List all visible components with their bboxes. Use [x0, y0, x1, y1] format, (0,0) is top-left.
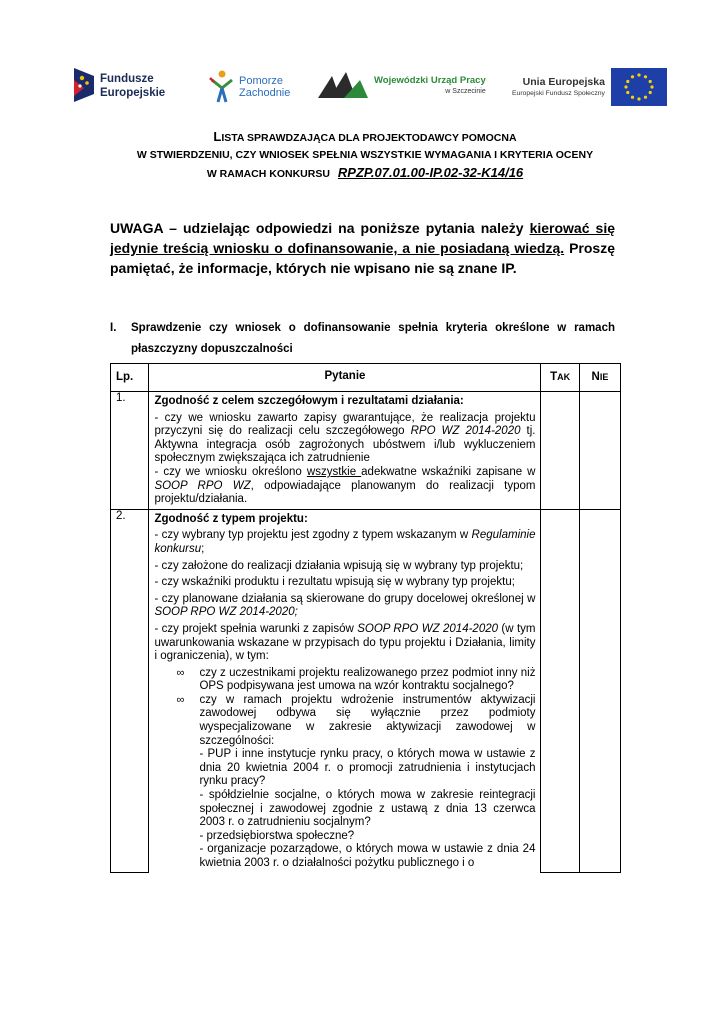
row1-q2-text-a: - czy we wniosku określono	[154, 465, 307, 478]
header-yes-rest: AK	[557, 371, 571, 382]
yes-cell[interactable]	[541, 509, 579, 872]
row2-question-4	[154, 593, 535, 620]
header-no-rest: IE	[599, 371, 609, 382]
no-cell[interactable]	[579, 509, 620, 872]
yes-cell[interactable]	[541, 392, 579, 510]
row-heading: Zgodność z typem projektu:	[154, 512, 308, 525]
row2-q5-text-a: - czy projekt spełnia warunki z zapisów	[154, 622, 358, 635]
row2-q1-text-a: - czy wybrany typ projektu jest zgodny z typem wskazanym w	[154, 529, 472, 542]
header-question: Pytanie	[149, 364, 541, 392]
row1-q2-text-c: , odpowiadające planowanym do realizacji typom projektu/działania.	[154, 479, 536, 506]
infinity-bullet-icon: ∞	[176, 693, 185, 706]
row-question	[149, 392, 541, 510]
document-title	[95, 128, 635, 183]
row-number: 1.	[111, 392, 149, 510]
section-heading	[110, 318, 615, 360]
row1-question-1	[154, 412, 535, 466]
row2-question-5	[154, 623, 535, 664]
eu-flag-icon	[611, 68, 667, 106]
row-number: 2.	[111, 509, 149, 872]
row-question	[149, 509, 541, 872]
wup-logo	[316, 68, 486, 102]
contest-code: RPZP.07.01.00-IP.02-32-K14/16	[337, 165, 524, 180]
row1-question-2	[154, 466, 535, 507]
header-no	[579, 364, 620, 392]
wup-shapes-icon	[316, 68, 370, 102]
title-line-2: W STWIERDZENIU, CZY WNIOSEK SPEŁNIA WSZYSTKIE WYMAGANIA I KRYTERIA OCENY	[136, 149, 594, 161]
row2-sub-list	[154, 667, 535, 871]
table-row	[111, 509, 621, 872]
header-yes-cap: T	[550, 370, 558, 383]
sub-item-line: - organizacje pozarządowe, o których mowa w ustawie z dnia 24 kwietnia 2003 r. o działalności pożytku publicznego i o	[199, 843, 536, 869]
title-cap: L	[213, 129, 222, 144]
table-row	[111, 392, 621, 510]
unia-europejska-logo	[512, 68, 667, 106]
sub-item-text: czy w ramach projektu wdrożenie instrumentów aktywizacji zawodowej odbywa się wyłącznie przez podmioty wyspecjalizowane w zakresie aktywizacji zawodowej w szczególności:	[199, 693, 536, 747]
infinity-bullet-icon: ∞	[176, 666, 185, 679]
list-item	[176, 667, 535, 694]
fundusze-europejskie-logo	[72, 66, 165, 106]
no-cell[interactable]	[579, 392, 620, 510]
row1-q1-italic: RPO WZ 2014-2020	[410, 425, 521, 438]
warning-text-2: Proszę pamiętać, że informacje, których nie wpisano nie są znane IP.	[110, 240, 615, 276]
row2-q5-italic: SOOP RPO WZ 2014-2020	[357, 622, 499, 635]
section-number: I.	[110, 322, 117, 334]
row2-q1-italic: Regulaminie konkursu	[154, 529, 536, 555]
row2-q5-text-b: (w tym uwarunkowania wskazane w przypisach do typu projektu i Działania, limity i ograniczenia), w tym:	[154, 622, 536, 663]
wup-logo-text-1: Wojewódzki Urząd Pracy	[374, 74, 486, 86]
row1-q2-underlined: wszystkie	[306, 465, 362, 478]
row1-q1-text-a: - czy we wniosku zawarto zapisy gwarantujące, że realizacja projektu przyczyni się do realizacji celu szczegółowego	[154, 411, 536, 438]
title-line-3: W RAMACH KONKURSU	[206, 168, 330, 180]
ue-logo-text-1: Unia Europejska	[522, 76, 605, 88]
row2-question-3: - czy wskaźniki produktu i rezultatu wpisują się w wybrany typ projektu;	[154, 576, 515, 589]
warning-paragraph	[110, 218, 615, 278]
fe-flag-icon	[72, 66, 96, 106]
pz-logo-text-2: Zachodnie	[239, 87, 291, 99]
checklist-table	[110, 363, 621, 873]
ue-logo-text-2: Europejski Fundusz Społeczny	[512, 90, 605, 97]
warning-underlined: kierować się jedynie treścią wniosku o dofinansowanie, a nie posiadaną wiedzą.	[110, 220, 615, 256]
row2-q4-text-a: - czy planowane działania są skierowane do grupy docelowej określonej w	[154, 592, 536, 605]
sub-item-text: czy z uczestnikami projektu realizowanego przez podmiot inny niż OPS podpisywana jest umowa na wzór kontraktu socjalnego?	[199, 666, 536, 693]
table-header-row	[111, 364, 621, 392]
fe-logo-text-1: Fundusze	[100, 73, 154, 85]
header-no-cap: N	[591, 370, 600, 383]
header-lp: Lp.	[111, 364, 149, 392]
fe-logo-text-2: Europejskie	[100, 87, 166, 99]
header-yes	[541, 364, 579, 392]
warning-text-1: UWAGA – udzielając odpowiedzi na poniższe pytania należy	[110, 220, 530, 236]
sub-item-line: - PUP i inne instytucje rynku pracy, o których mowa w ustawie z dnia 20 kwietnia 2004 r. o promocji zatrudnienia i instytucjach rynku pracy?	[199, 748, 536, 788]
logo-strip	[72, 62, 672, 122]
section-text: Sprawdzenie czy wniosek o dofinansowanie spełnia kryteria określone w ramach płaszczyzny dopuszczalności	[131, 322, 615, 355]
list-item	[176, 694, 535, 871]
row2-question-2: - czy założone do realizacji działania wpisują się w wybrany typ projektu;	[154, 559, 524, 572]
title-line-1: ISTA SPRAWDZAJĄCA DLA PROJEKTODAWCY POMOCNA	[221, 132, 517, 144]
row2-q4-italic: SOOP RPO WZ 2014-2020;	[154, 606, 298, 619]
pomorze-zachodnie-logo	[208, 68, 290, 106]
row2-q1-text-b: ;	[201, 542, 205, 555]
sub-item-line: - przedsiębiorstwa społeczne?	[199, 829, 355, 842]
row2-question-1	[154, 529, 535, 556]
sub-item-line: - spółdzielnie socjalne, o których mowa w zakresie reintegracji społecznej i zawodowej zgodnie z ustawą z dnia 13 czerwca 2003 r. o zatrudnieniu socjalnym?	[199, 789, 536, 829]
row-heading: Zgodność z celem szczegółowym i rezultatami działania:	[154, 395, 464, 407]
wup-logo-text-2: w Szczecinie	[445, 87, 486, 95]
row1-q1-text-b: tj. Aktywna integracja osób zagrożonych ubóstwem i/lub wykluczeniem społecznym zwiększająca ich zatrudnienie	[154, 425, 536, 465]
row1-q2-text-b: adekwatne wskaźniki zapisane w	[361, 465, 536, 478]
row1-q2-italic: SOOP RPO WZ	[154, 479, 251, 492]
pz-figure-icon	[208, 68, 236, 106]
pz-logo-text-1: Pomorze	[239, 75, 284, 87]
